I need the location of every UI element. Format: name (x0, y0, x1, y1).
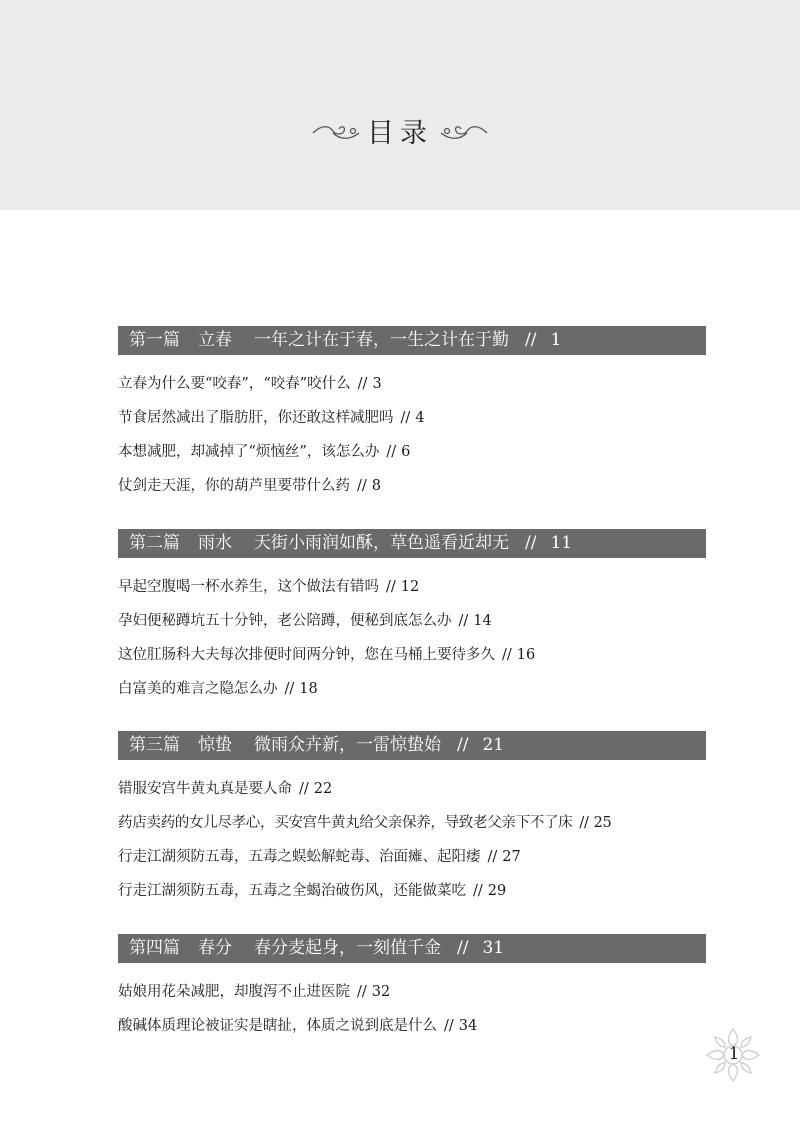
toc-entry[interactable] (118, 638, 706, 672)
swirl-ornament-left-icon (311, 123, 361, 143)
section-poem: 春分麦起身，一刻值千金 (254, 938, 441, 958)
entry-page: 14 (473, 613, 492, 629)
section-solar-term: 立春 (198, 330, 232, 350)
entry-title: 行走江湖须防五毒，五毒之蜈蚣解蛇毒、治面瘫、起阳痿 (118, 849, 481, 865)
toc-section (118, 529, 706, 706)
entry-page: 22 (313, 781, 333, 797)
entry-title: 立春为什么要“咬春”，“咬春”咬什么 (118, 376, 351, 392)
toc-section (118, 934, 706, 1043)
entry-separator: // (299, 781, 309, 797)
entry-page: 16 (516, 647, 536, 663)
toc-entry[interactable] (118, 806, 706, 840)
entry-title: 酸碱体质理论被证实是瞎扯，体质之说到底是什么 (118, 1018, 437, 1034)
section-number: 第二篇 (129, 533, 180, 553)
toc-entry[interactable] (118, 672, 706, 706)
toc-entry[interactable] (118, 604, 706, 638)
entry-separator: // (386, 444, 397, 460)
toc-entry[interactable] (118, 840, 706, 874)
section-poem: 一年之计在于春，一生之计在于勤 (254, 330, 509, 350)
section-solar-term: 雨水 (198, 533, 232, 553)
toc-entry[interactable] (118, 975, 706, 1009)
entry-page: 32 (371, 984, 391, 1000)
entry-page: 3 (372, 376, 382, 392)
toc-entry[interactable] (118, 367, 706, 401)
entry-list (118, 570, 706, 706)
section-poem: 天街小雨润如酥，草色遥看近却无 (254, 533, 509, 553)
entry-page: 6 (401, 444, 411, 460)
entry-page: 34 (458, 1018, 478, 1034)
section-number: 第三篇 (129, 735, 180, 755)
entry-title: 孕妇便秘蹲坑五十分钟，老公陪蹲，便秘到底怎么办 (118, 613, 452, 629)
entry-separator: // (386, 579, 396, 595)
section-separator: // (525, 533, 537, 553)
section-heading[interactable] (118, 934, 706, 963)
section-separator: // (457, 938, 469, 958)
section-solar-term: 春分 (198, 938, 232, 958)
toc-entry[interactable] (118, 1009, 706, 1043)
entry-page: 12 (400, 579, 420, 595)
toc-section (118, 731, 706, 908)
entry-separator: // (357, 478, 367, 494)
section-solar-term: 惊蛰 (198, 735, 232, 755)
entry-separator: // (487, 849, 498, 865)
toc-entry[interactable] (118, 435, 706, 469)
entry-title: 仗剑走天涯，你的葫芦里要带什么药 (118, 478, 350, 494)
header-band (0, 0, 800, 210)
page-number: 1 (728, 1044, 740, 1064)
section-separator: // (457, 735, 469, 755)
entry-separator: // (400, 410, 411, 426)
entry-title: 早起空腹喝一杯水养生，这个做法有错吗 (118, 579, 379, 595)
toc-entry[interactable] (118, 570, 706, 604)
entry-page: 4 (415, 410, 425, 426)
entry-title: 姑娘用花朵减肥，却腹泻不止进医院 (118, 984, 350, 1000)
entry-separator: // (357, 376, 368, 392)
entry-separator: // (502, 647, 512, 663)
entry-title: 错服安宫牛黄丸真是要人命 (118, 781, 292, 797)
entry-separator: // (357, 984, 367, 1000)
entry-list (118, 367, 706, 503)
section-poem: 微雨众卉新，一雷惊蛰始 (254, 735, 441, 755)
section-page: 1 (550, 330, 562, 350)
section-page: 31 (482, 938, 505, 958)
entry-title: 药店卖药的女儿尽孝心，买安宫牛黄丸给父亲保养，导致老父亲下不了床 (118, 815, 573, 831)
entry-page: 25 (593, 815, 612, 831)
entry-separator: // (444, 1018, 454, 1034)
entry-title: 节食居然减出了脂肪肝，你还敢这样减肥吗 (118, 410, 394, 426)
entry-separator: // (458, 613, 469, 629)
entry-page: 18 (299, 681, 318, 697)
swirl-ornament-right-icon (439, 123, 489, 143)
toc-title-group (0, 108, 800, 158)
entry-separator: // (284, 681, 295, 697)
toc-entry[interactable] (118, 772, 706, 806)
section-number: 第四篇 (129, 938, 180, 958)
toc-section (118, 326, 706, 503)
toc-title: 目录 (367, 117, 433, 149)
section-heading[interactable] (118, 326, 706, 355)
entry-title: 这位肛肠科大夫每次排便时间两分钟，您在马桶上要待多久 (118, 647, 495, 663)
toc-entry[interactable] (118, 401, 706, 435)
section-separator: // (525, 330, 537, 350)
entry-list (118, 772, 706, 908)
section-number: 第一篇 (129, 330, 180, 350)
section-heading[interactable] (118, 529, 706, 558)
section-page: 21 (482, 735, 505, 755)
entry-separator: // (579, 815, 589, 831)
entry-page: 29 (487, 883, 507, 899)
entry-list (118, 975, 706, 1043)
entry-page: 8 (371, 478, 382, 494)
toc-entry[interactable] (118, 874, 706, 908)
entry-separator: // (473, 883, 483, 899)
section-heading[interactable] (118, 731, 706, 760)
entry-title: 白富美的难言之隐怎么办 (118, 681, 278, 697)
entry-title: 本想减肥，却减掉了“烦恼丝”，该怎么办 (118, 444, 380, 460)
entry-title: 行走江湖须防五毒，五毒之全蝎治破伤风，还能做菜吃 (118, 883, 466, 899)
entry-page: 27 (502, 849, 521, 865)
section-page: 11 (550, 533, 573, 553)
toc-entry[interactable] (118, 469, 706, 503)
